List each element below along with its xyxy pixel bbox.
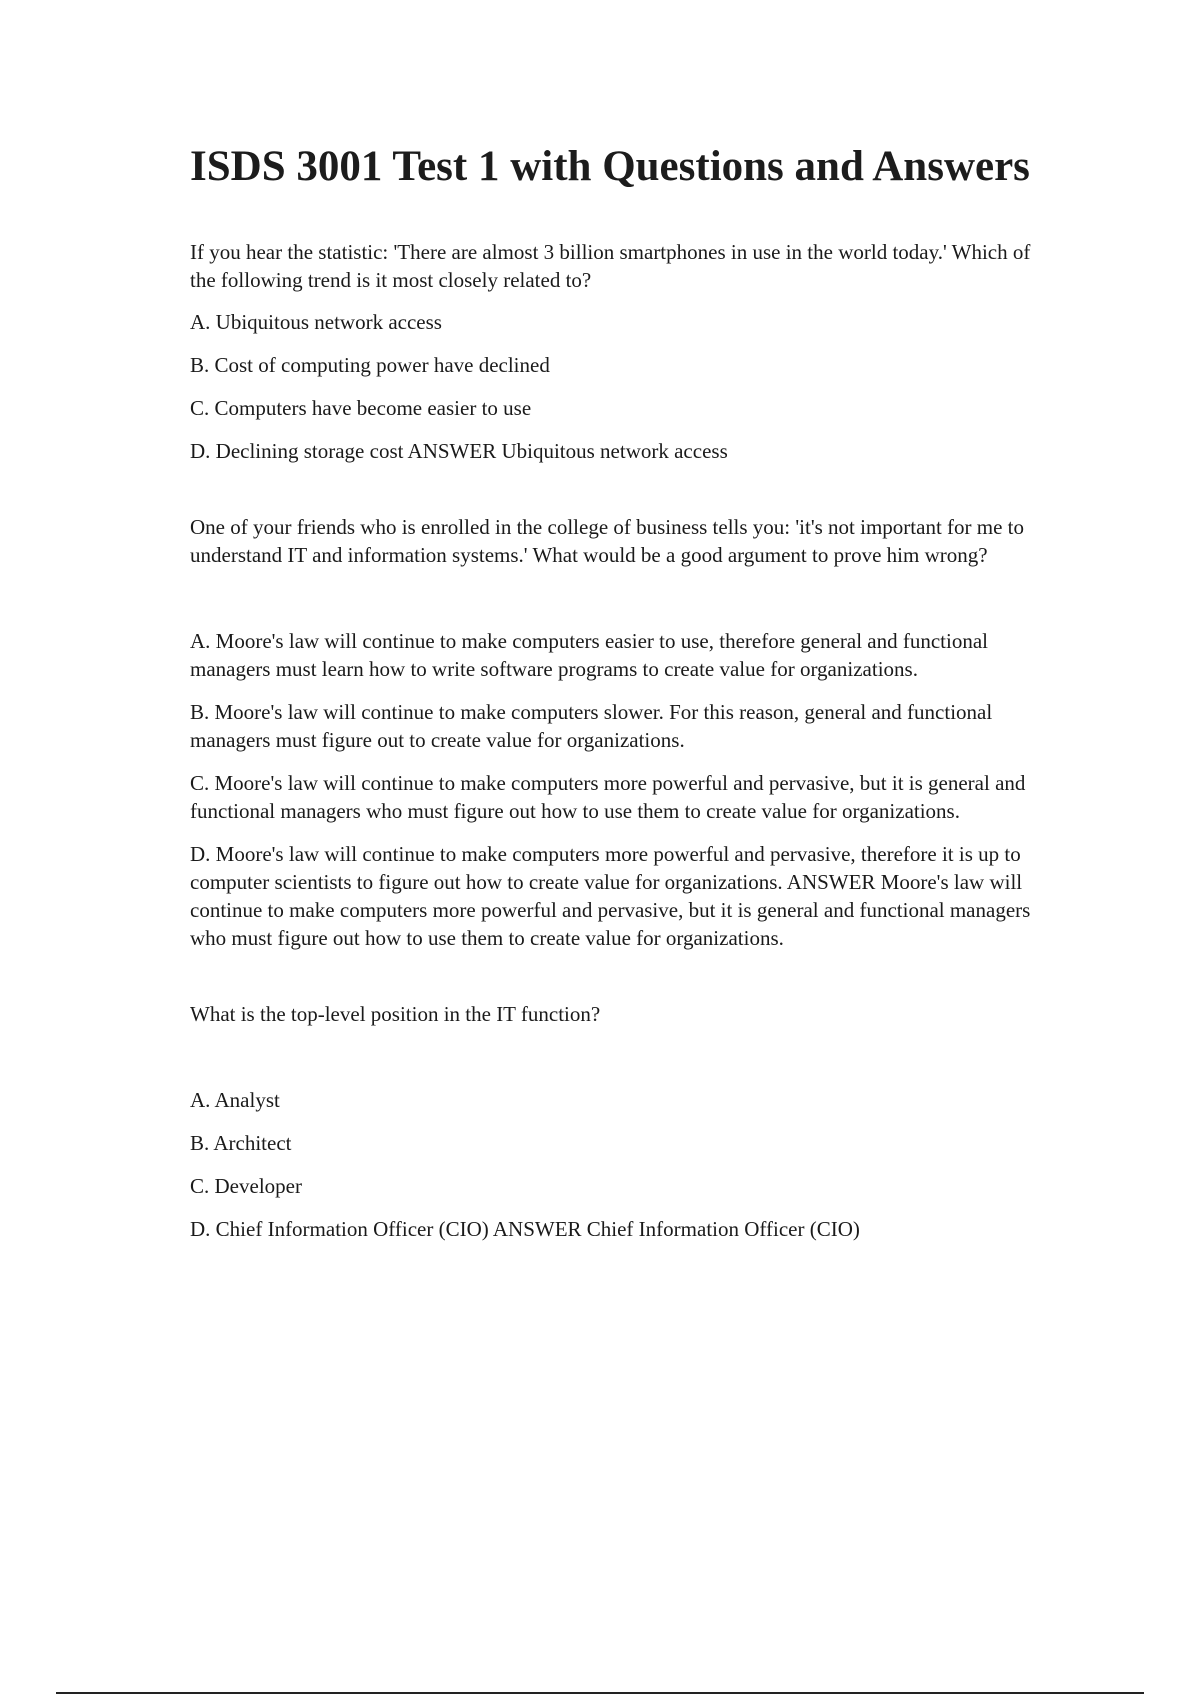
question-1-option-a: A. Ubiquitous network access xyxy=(190,310,442,334)
page-bottom-divider xyxy=(56,1692,1144,1694)
question-3-option-b: B. Architect xyxy=(190,1131,292,1155)
question-1-option-c: C. Computers have become easier to use xyxy=(190,396,532,420)
question-3-option-c: C. Developer xyxy=(190,1174,302,1198)
question-2-option-c: C. Moore's law will continue to make computers more powerful and pervasive, but it is general and functional managers who must figure out how to use them to create value for organizations. xyxy=(190,771,1026,823)
document-title: ISDS 3001 Test 1 with Questions and Answers xyxy=(190,143,1030,190)
question-1-option-b: B. Cost of computing power have declined xyxy=(190,353,550,377)
question-block-2 xyxy=(190,513,1050,952)
question-prompt-2: One of your friends who is enrolled in the college of business tells you: 'it's not important for me to understand IT and information systems.' What would be a good argument to prove him wrong? xyxy=(190,515,1025,567)
question-3-option-a: A. Analyst xyxy=(190,1088,280,1112)
question-2-option-a: A. Moore's law will continue to make computers easier to use, therefore general and functional managers must learn how to write software programs to create value for organizations. xyxy=(190,629,989,681)
question-2-option-b: B. Moore's law will continue to make computers slower. For this reason, general and functional managers must figure out to create value for organizations. xyxy=(190,700,993,752)
question-1-option-d: D. Declining storage cost ANSWER Ubiquitous network access xyxy=(190,439,728,463)
question-3-option-d: D. Chief Information Officer (CIO) ANSWER Chief Information Officer (CIO) xyxy=(190,1217,860,1241)
question-block-3 xyxy=(190,1000,1050,1243)
question-2-option-d: D. Moore's law will continue to make computers more powerful and pervasive, therefore it is up to computer scientists to figure out how to create value for organizations. ANSWER Moore's law will continue to make computers more powerful and pervasive, but it is general and functional managers who must figure out how to use them to create value for organizations. xyxy=(190,842,1031,950)
question-block-1 xyxy=(190,238,1050,465)
document-page xyxy=(190,140,1050,1258)
question-prompt-3: What is the top-level position in the IT function? xyxy=(190,1002,601,1026)
question-prompt-1: If you hear the statistic: 'There are almost 3 billion smartphones in use in the world today.' Which of the following trend is it most closely related to? xyxy=(190,240,1031,292)
